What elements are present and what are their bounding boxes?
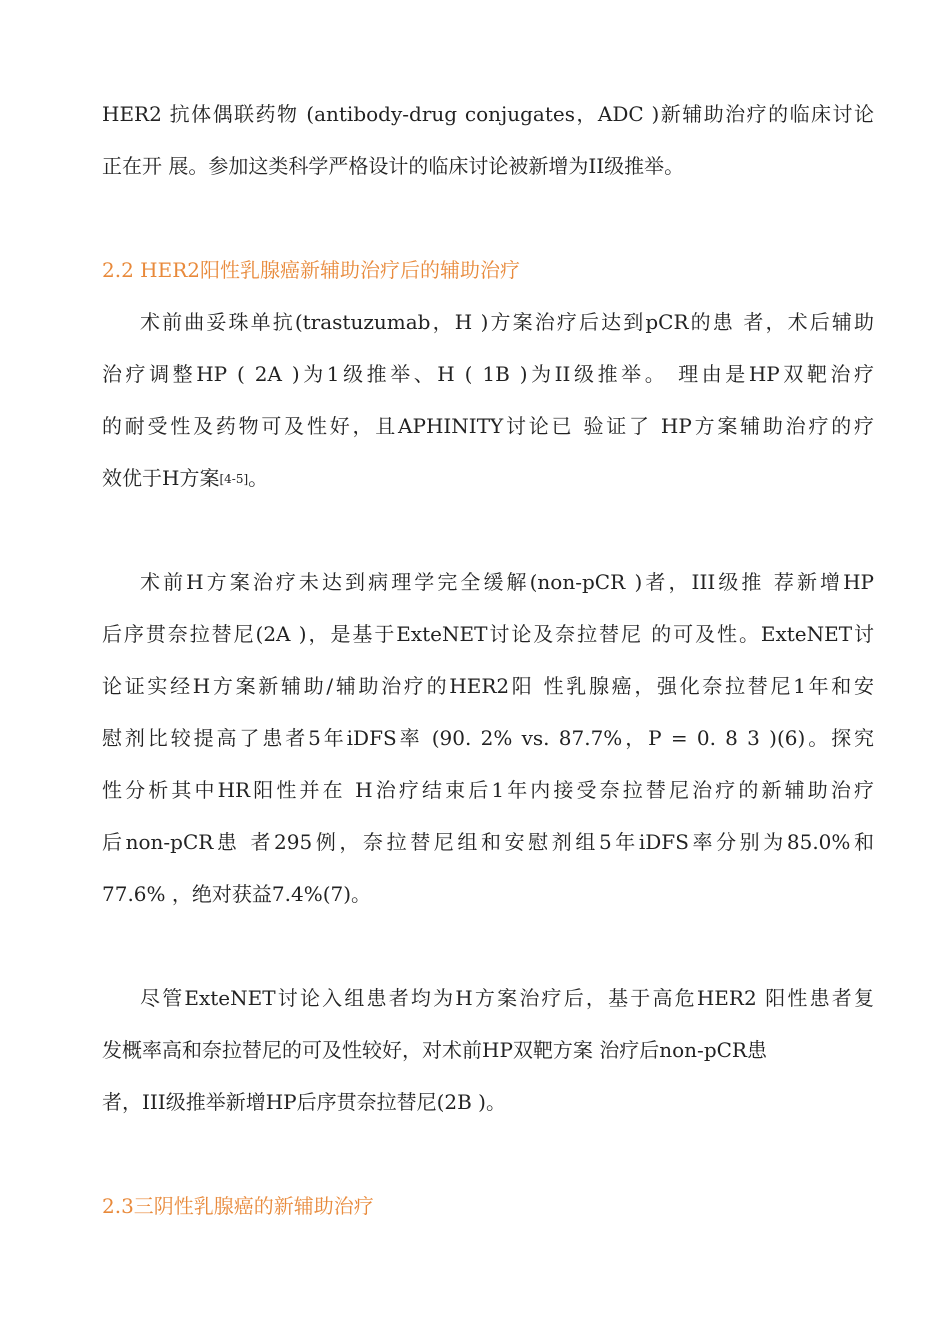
section-heading-2-2: 2.2 HER2阳性乳腺癌新辅助治疗后的辅助治疗 xyxy=(102,258,520,282)
paragraph-text: 效优于H方案 xyxy=(102,466,220,490)
citation-ref: [4-5] xyxy=(219,472,249,486)
paragraph-line: 治疗调整HP ( 2A )为1级推举、H ( 1B )为II级推举。 理由是HP双靶治疗 xyxy=(102,362,874,386)
paragraph-gap xyxy=(102,504,874,556)
paragraph-gap xyxy=(102,1128,874,1180)
paragraph-line: 术前H方案治疗未达到病理学完全缓解(non-pCR )者，III级推 荐新增HP xyxy=(140,570,874,594)
paragraph-line: 慰剂比较提高了患者5年iDFS率 (90. 2% vs. 87.7%，P = 0. 8 3 )(6)。探究 xyxy=(102,726,874,750)
paragraph-line: 性分析其中HR阳性并在 H治疗结束后1年内接受奈拉替尼治疗的新辅助治疗 xyxy=(102,778,874,802)
paragraph-line xyxy=(102,452,874,504)
paragraph-gap xyxy=(102,192,874,244)
paragraph-line: 后non-pCR患 者295例，奈拉替尼组和安慰剂组5年iDFS率分别为85.0%和 xyxy=(102,830,874,854)
paragraph-line: 的耐受性及药物可及性好，且APHINITY讨论已 验证了 HP方案辅助治疗的疗 xyxy=(102,414,874,438)
paragraph-line: 发概率高和奈拉替尼的可及性较好，对术前HP双靶方案 治疗后non-pCR患 xyxy=(102,1038,767,1062)
paragraph-gap xyxy=(102,920,874,972)
paragraph-line: 正在开 展。参加这类科学严格设计的临床讨论被新增为II级推举。 xyxy=(102,154,685,178)
paragraph-line: 者，III级推举新增HP后序贯奈拉替尼(2B )。 xyxy=(102,1090,506,1114)
paragraph-line: 后序贯奈拉替尼(2A )，是基于ExteNET讨论及奈拉替尼 的可及性。ExteNET讨 xyxy=(102,622,874,646)
document-page xyxy=(102,88,874,1232)
section-heading-2-3: 2.3三阴性乳腺癌的新辅助治疗 xyxy=(102,1194,374,1218)
paragraph-line: 术前曲妥珠单抗(trastuzumab，H )方案治疗后达到pCR的患 者，术后辅助 xyxy=(140,310,874,334)
paragraph-line: 论证实经H方案新辅助/辅助治疗的HER2阳 性乳腺癌，强化奈拉替尼1年和安 xyxy=(102,674,874,698)
paragraph-line: HER2 抗体偶联药物 (antibody-drug conjugates，ADC )新辅助治疗的临床讨论 xyxy=(102,102,874,126)
paragraph-text: 。 xyxy=(248,466,269,490)
paragraph-line: 尽管ExteNET讨论入组患者均为H方案治疗后，基于高危HER2 阳性患者复 xyxy=(140,986,874,1010)
paragraph-line: 77.6% ，绝对获益7.4%(7)。 xyxy=(102,882,372,906)
